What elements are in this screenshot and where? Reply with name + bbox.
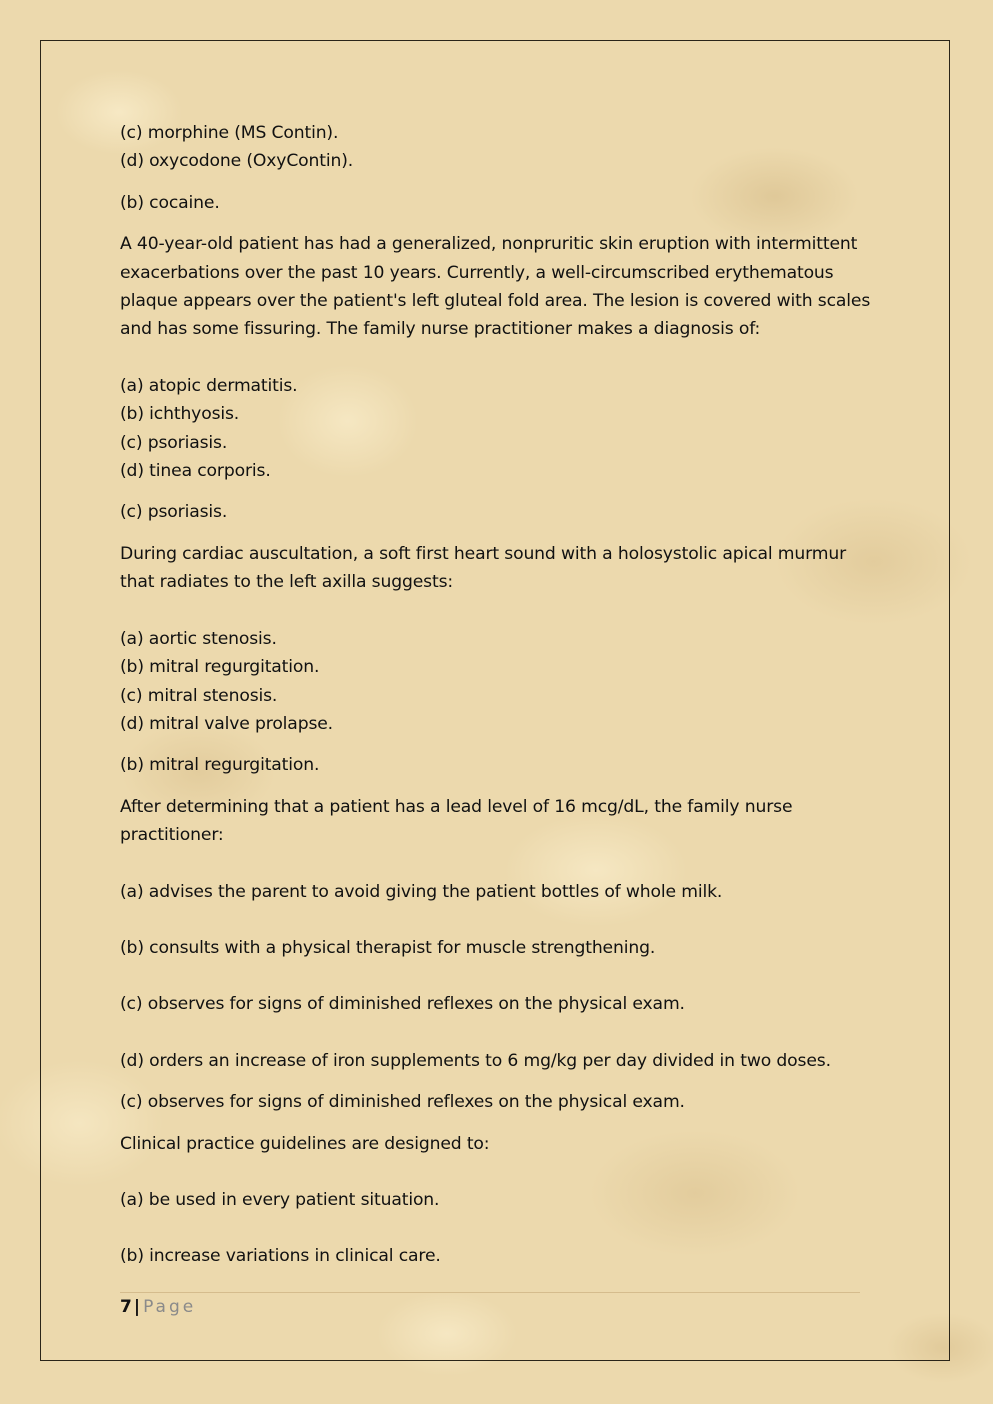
question-text: exacerbations over the past 10 years. Currently, a well-circumscribed erythematous <box>120 262 834 283</box>
correct-answer: (c) observes for signs of diminished reflexes on the physical exam. <box>120 1092 685 1113</box>
answer-option: (a) atopic dermatitis. <box>120 375 298 396</box>
answer-option: (d) tinea corporis. <box>120 461 271 482</box>
answer-option: (a) aortic stenosis. <box>120 628 277 649</box>
answer-option: (b) increase variations in clinical care. <box>120 1246 441 1267</box>
question-text: After determining that a patient has a lead level of 16 mcg/dL, the family nurse <box>120 796 793 817</box>
answer-option: (b) mitral regurgitation. <box>120 657 320 678</box>
answer-option: (c) observes for signs of diminished reflexes on the physical exam. <box>120 994 685 1015</box>
correct-answer: (b) cocaine. <box>120 192 220 213</box>
answer-option: (d) mitral valve prolapse. <box>120 713 333 734</box>
correct-answer: (b) mitral regurgitation. <box>120 755 320 776</box>
answer-option: (a) be used in every patient situation. <box>120 1189 440 1210</box>
question-text: plaque appears over the patient's left gluteal fold area. The lesion is covered with scales <box>120 291 871 312</box>
answer-option: (b) consults with a physical therapist for muscle strengthening. <box>120 937 656 958</box>
question-text: A 40-year-old patient has had a generalized, nonpruritic skin eruption with intermittent <box>120 234 858 255</box>
answer-option: (d) orders an increase of iron supplements to 6 mg/kg per day divided in two doses. <box>120 1050 831 1071</box>
footer-divider <box>120 1292 860 1293</box>
question-text: During cardiac auscultation, a soft first heart sound with a holosystolic apical murmur <box>120 543 847 564</box>
answer-option: (d) oxycodone (OxyContin). <box>120 151 354 172</box>
answer-option: (c) psoriasis. <box>120 432 228 453</box>
question-text: and has some fissuring. The family nurse practitioner makes a diagnosis of: <box>120 319 761 340</box>
question-text: practitioner: <box>120 825 224 846</box>
question-text: Clinical practice guidelines are designed to: <box>120 1133 490 1154</box>
page-number: 7 <box>120 1297 132 1317</box>
answer-option: (c) mitral stenosis. <box>120 685 278 706</box>
page-content <box>120 119 880 1271</box>
page-label: Page <box>143 1297 197 1317</box>
footer-separator: | <box>133 1297 141 1317</box>
answer-option: (b) ichthyosis. <box>120 404 240 425</box>
page-footer <box>120 1295 196 1319</box>
answer-option: (c) morphine (MS Contin). <box>120 123 339 143</box>
correct-answer: (c) psoriasis. <box>120 502 228 523</box>
answer-option: (a) advises the parent to avoid giving the patient bottles of whole milk. <box>120 881 723 902</box>
question-text: that radiates to the left axilla suggests: <box>120 572 454 593</box>
